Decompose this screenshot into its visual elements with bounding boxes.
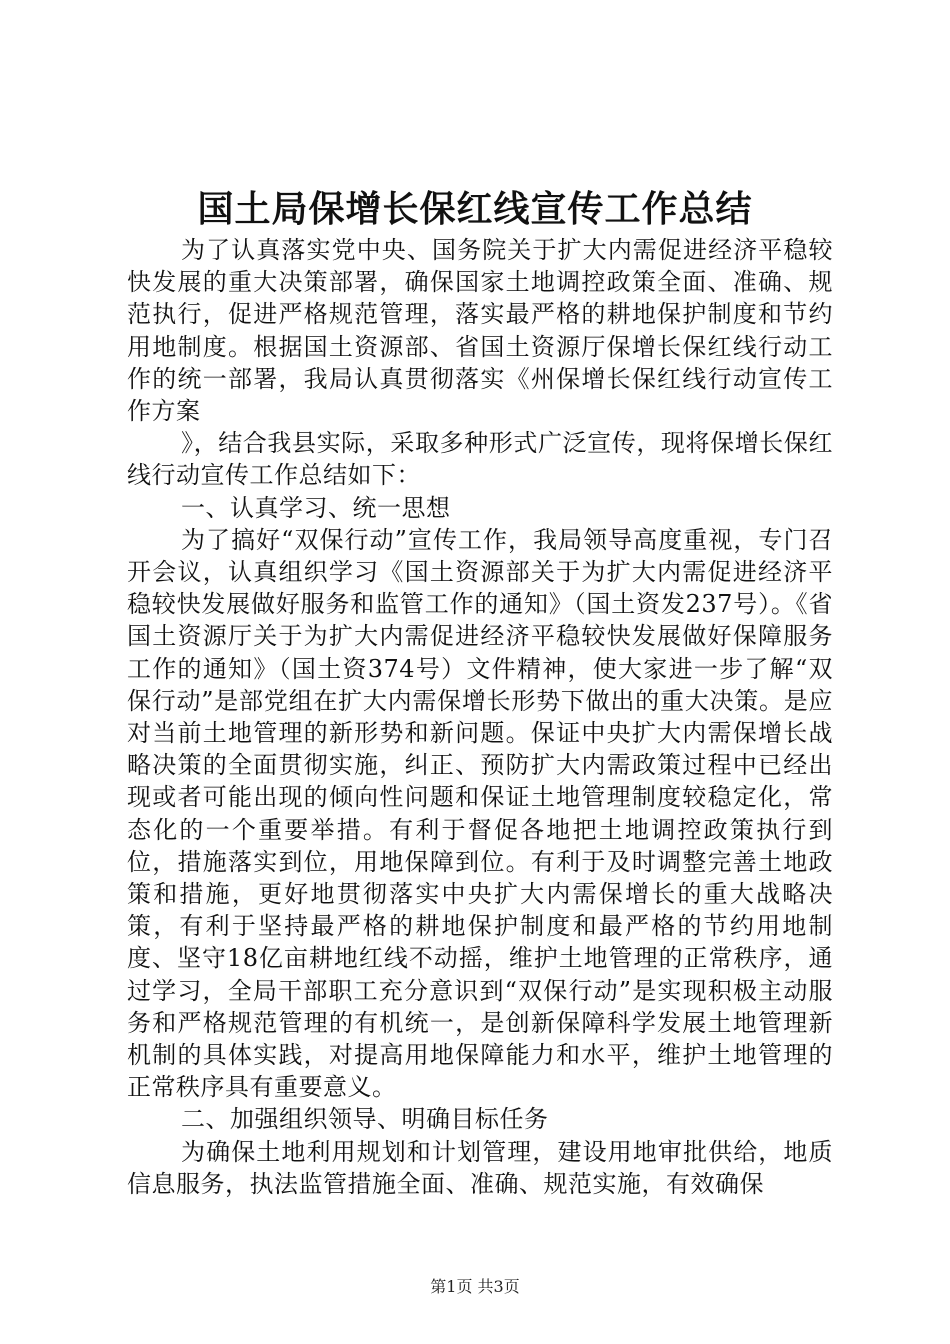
page-footer: 第1页 共3页 bbox=[430, 1277, 520, 1296]
paragraph-section-1: 为了搞好“双保行动”宣传工作，我局领导高度重视，专门召开会议，认真组织学习《国土资源部关于为扩大内需促进经济平稳较快发展做好服务和监管工作的通知》（国土资发237号）。《省国土资源厅关于为扩大内需促进经济平稳较快发展做好保障服务工作的通知》（国土资374号）文件精神，使大家进一步了解“双保行动”是部党组在扩大内需保增长形势下做出的重大决策。是应对当前土地管理的新形势和新问题。保证中央扩大内需保增长战略决策的全面贯彻实施，纠正、预防扩大内需政策过程中已经出现或者可能出现的倾向性问题和保证土地管理制度较稳定化，常态化的一个重要举措。有利于督促各地把土地调控政策执行到位，措施落实到位，用地保障到位。有利于及时调整完善土地政策和措施，更好地贯彻落实中央扩大内需保增长的重大战略决策，有利于坚持最严格的耕地保护制度和最严格的节约用地制度、坚守18亿亩耕地红线不动摇，维护土地管理的正常秩序，通过学习，全局干部职工充分意识到“双保行动”是实现积极主动服务和严格规范管理的有机统一，是创新保障科学发展土地管理新机制的具体实践，对提高用地保障能力和水平，维护土地管理的正常秩序具有重要意义。 bbox=[127, 525, 833, 1102]
paragraph-intro: 为了认真落实党中央、国务院关于扩大内需促进经济平稳较快发展的重大决策部署，确保国家土地调控政策全面、准确、规范执行，促进严格规范管理，落实最严格的耕地保护制度和节约用地制度。根据国土资源部、省国土资源厅保增长保红线行动工作的统一部署，我局认真贯彻落实《州保增长保红线行动宣传工作方案 bbox=[127, 236, 833, 426]
paragraph-section-2: 为确保土地利用规划和计划管理，建设用地审批供给，地质信息服务，执法监管措施全面、准确、规范实施，有效确保 bbox=[127, 1137, 833, 1198]
section-heading-2: 二、加强组织领导、明确目标任务 bbox=[181, 1105, 549, 1134]
document-body bbox=[127, 234, 833, 1200]
paragraph-intro-continued: 》，结合我县实际，采取多种形式广泛宣传，现将保增长保红线行动宣传工作总结如下： bbox=[127, 429, 833, 490]
document-title: 国土局保增长保红线宣传工作总结 bbox=[197, 188, 753, 230]
section-heading-1: 一、认真学习、统一思想 bbox=[181, 493, 451, 522]
